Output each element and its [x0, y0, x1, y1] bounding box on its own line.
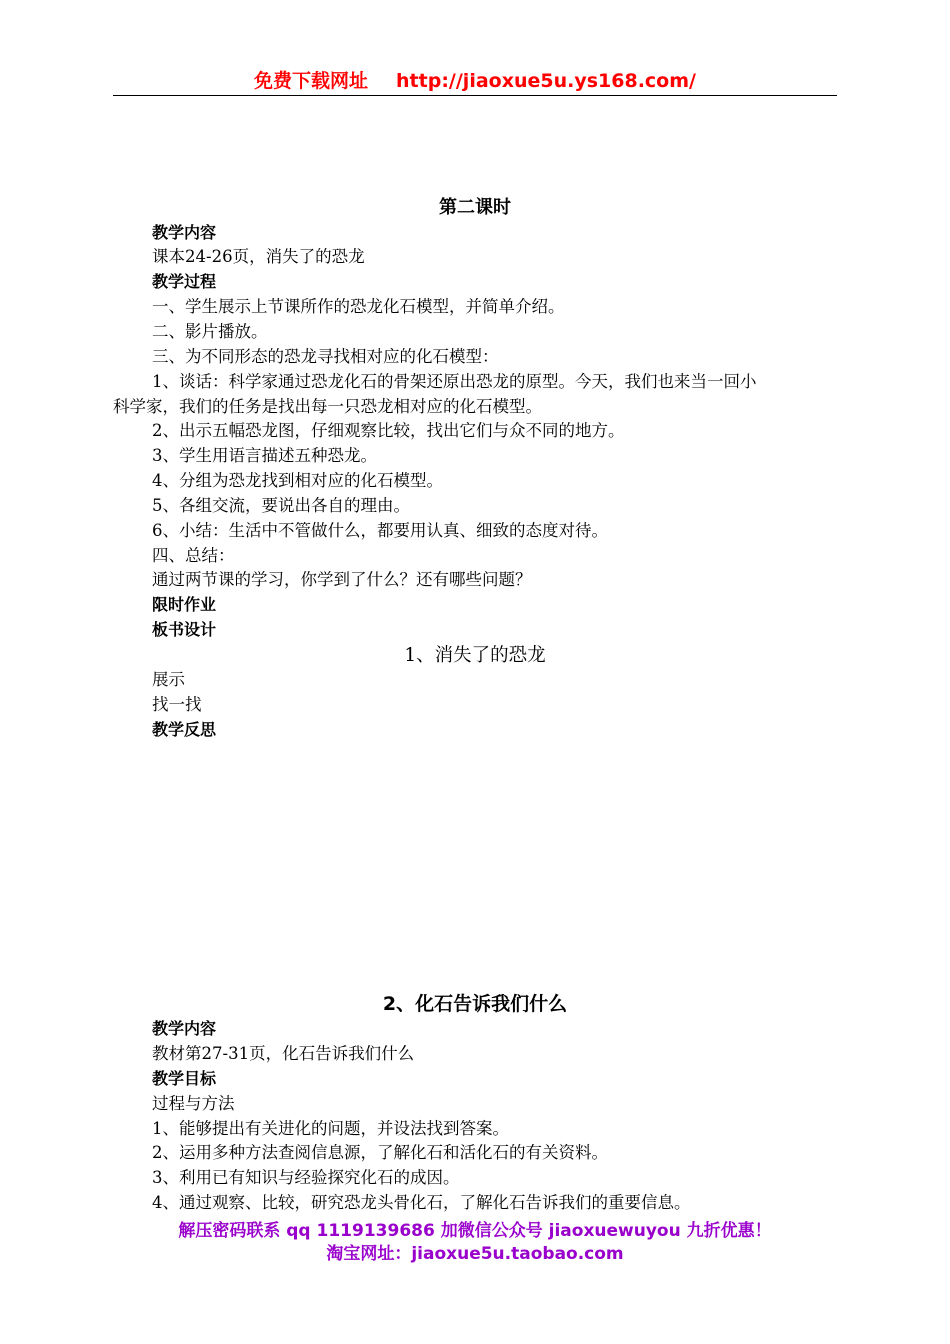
lesson1-reflection-heading: 教学反思 [152, 720, 217, 739]
lesson1-step: 二、影片播放。 [152, 322, 268, 341]
lesson1-step: 一、学生展示上节课所作的恐龙化石模型，并简单介绍。 [152, 297, 565, 316]
lesson2-content-heading: 教学内容 [152, 1019, 217, 1038]
lesson2-title: 2、化石告诉我们什么 [382, 993, 568, 1015]
lesson1-title: 第二课时 [439, 197, 511, 218]
lesson2-goal: 3、利用已有知识与经验探究化石的成因。 [152, 1168, 460, 1187]
lesson1-board-heading: 板书设计 [152, 620, 217, 639]
lesson1-step: 3、学生用语言描述五种恐龙。 [152, 446, 377, 465]
lesson1-process-heading: 教学过程 [152, 272, 217, 291]
header-divider [113, 95, 837, 96]
lesson1-board-item: 找一找 [152, 695, 202, 714]
page-header [0, 66, 950, 93]
header-url-link[interactable]: http://jiaoxue5u.ys168.com/ [396, 70, 696, 92]
lesson1-step: 科学家，我们的任务是找出每一只恐龙相对应的化石模型。 [113, 397, 542, 416]
lesson1-homework-heading: 限时作业 [152, 595, 217, 614]
lesson1-step: 2、出示五幅恐龙图，仔细观察比较，找出它们与众不同的地方。 [152, 421, 625, 440]
lesson1-step: 5、各组交流，要说出各自的理由。 [152, 496, 410, 515]
lesson1-step: 1、谈话：科学家通过恐龙化石的骨架还原出恐龙的原型。今天，我们也来当一回小 [152, 372, 757, 391]
lesson2-goal: 4、通过观察、比较，研究恐龙头骨化石，了解化石告诉我们的重要信息。 [152, 1193, 691, 1212]
header-label: 免费下载网址 [254, 70, 369, 92]
lesson2-goal: 1、能够提出有关进化的问题，并设法找到答案。 [152, 1119, 509, 1138]
lesson1-step: 4、分组为恐龙找到相对应的化石模型。 [152, 471, 443, 490]
lesson1-board-title: 1、消失了的恐龙 [404, 645, 546, 666]
lesson2-goals-heading: 教学目标 [152, 1069, 217, 1088]
lesson2-goal: 2、运用多种方法查阅信息源，了解化石和活化石的有关资料。 [152, 1143, 608, 1162]
lesson1-step: 通过两节课的学习，你学到了什么？还有哪些问题？ [152, 570, 532, 589]
lesson1-step: 6、小结：生活中不管做什么，都要用认真、细致的态度对待。 [152, 521, 608, 540]
lesson1-step: 三、为不同形态的恐龙寻找相对应的化石模型： [152, 347, 499, 366]
lesson2-goals-subheading: 过程与方法 [152, 1094, 235, 1113]
footer-contact: 解压密码联系 qq 1119139686 加微信公众号 jiaoxuewuyou 九折优惠！ [178, 1221, 772, 1241]
lesson1-step: 四、总结： [152, 546, 235, 565]
lesson1-content-heading: 教学内容 [152, 223, 217, 242]
lesson2-content-text: 教材第27-31页，化石告诉我们什么 [152, 1044, 415, 1063]
footer-shop-link[interactable]: 淘宝网址：jiaoxue5u.taobao.com [326, 1244, 624, 1264]
lesson1-board-item: 展示 [152, 670, 185, 689]
lesson1-content-text: 课本24-26页，消失了的恐龙 [152, 247, 365, 266]
